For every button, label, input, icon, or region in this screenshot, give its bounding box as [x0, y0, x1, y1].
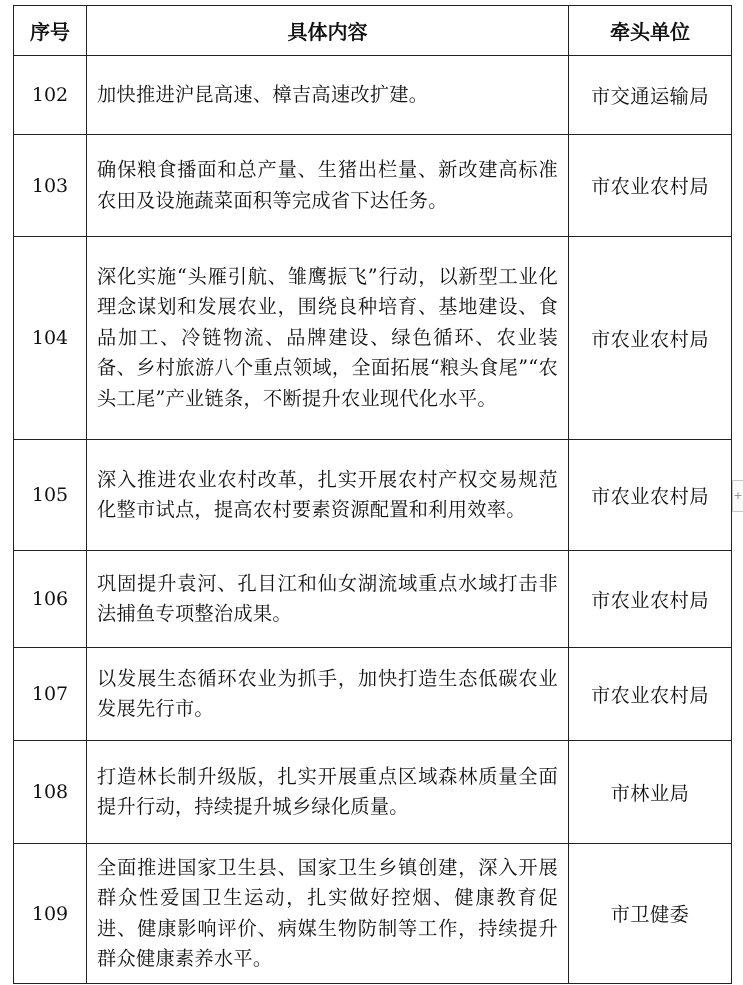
row-content: 加快推进沪昆高速、樟吉高速改扩建。	[87, 56, 569, 135]
table-row	[14, 440, 732, 551]
row-unit: 市卫健委	[569, 844, 732, 984]
row-number: 106	[14, 551, 87, 648]
row-content: 深化实施“头雁引航、雏鹰振飞”行动，以新型工业化理念谋划和发展农业，围绕良种培育、基地建设、食品加工、冷链物流、品牌建设、绿色循环、农业装备、乡村旅游八个重点领域，全面拓展“粮头食尾”“农头工尾”产业链条，不断提升农业现代化水平。	[87, 237, 569, 440]
row-content: 打造林长制升级版，扎实开展重点区域森林质量全面提升行动，持续提升城乡绿化质量。	[87, 741, 569, 844]
row-number: 107	[14, 648, 87, 741]
row-unit: 市农业农村局	[569, 440, 732, 551]
row-number: 104	[14, 237, 87, 440]
table-row	[14, 135, 732, 237]
table-header-row	[14, 6, 732, 56]
row-number: 108	[14, 741, 87, 844]
row-unit: 市交通运输局	[569, 56, 732, 135]
table-row	[14, 237, 732, 440]
table-row	[14, 741, 732, 844]
table-row	[14, 844, 732, 984]
row-content: 以发展生态循环农业为抓手，加快打造生态低碳农业发展先行市。	[87, 648, 569, 741]
row-unit: 市农业农村局	[569, 648, 732, 741]
row-content: 全面推进国家卫生县、国家卫生乡镇创建，深入开展群众性爱国卫生运动，扎实做好控烟、健康教育促进、健康影响评价、病媒生物防制等工作，持续提升群众健康素养水平。	[87, 844, 569, 984]
side-expand-handle[interactable]: +	[732, 480, 743, 512]
row-content: 确保粮食播面和总产量、生猪出栏量、新改建高标准农田及设施蔬菜面积等完成省下达任务。	[87, 135, 569, 237]
row-number: 103	[14, 135, 87, 237]
header-content: 具体内容	[87, 6, 569, 56]
row-content: 深入推进农业农村改革，扎实开展农村产权交易规范化整市试点，提高农村要素资源配置和利用效率。	[87, 440, 569, 551]
row-number: 105	[14, 440, 87, 551]
row-unit: 市农业农村局	[569, 551, 732, 648]
task-table	[13, 5, 732, 984]
header-unit: 牵头单位	[569, 6, 732, 56]
header-index: 序号	[14, 6, 87, 56]
row-unit: 市农业农村局	[569, 237, 732, 440]
row-number: 109	[14, 844, 87, 984]
table-row	[14, 56, 732, 135]
row-number: 102	[14, 56, 87, 135]
row-unit: 市农业农村局	[569, 135, 732, 237]
row-unit: 市林业局	[569, 741, 732, 844]
row-content: 巩固提升袁河、孔目江和仙女湖流域重点水域打击非法捕鱼专项整治成果。	[87, 551, 569, 648]
table-row	[14, 648, 732, 741]
table-row	[14, 551, 732, 648]
